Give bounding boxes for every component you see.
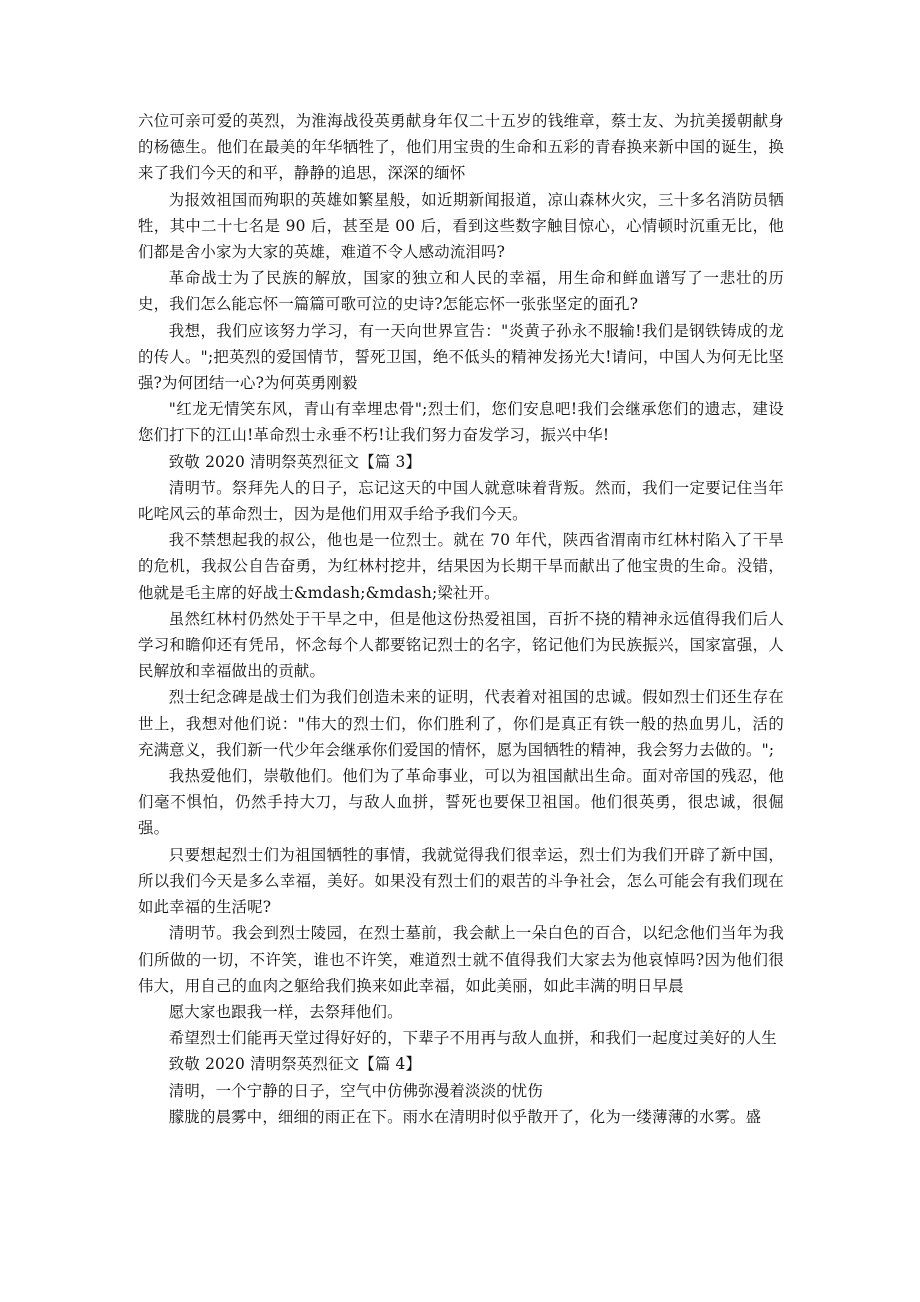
- document-body: [138, 108, 784, 1130]
- paragraph-fortunate: 只要想起烈士们为祖国牺牲的事情，我就觉得我们很幸运，烈士们为我们开辟了新中国，所以我们今天是多么幸福，美好。如果没有烈士们的艰苦的斗争社会，怎么可能会有我们现在如此幸福的生活呢?: [138, 845, 784, 917]
- paragraph-study-hard: 我想，我们应该努力学习，有一天向世界宣告："炎黄子孙永不服输!我们是钢铁铸成的龙的传人。";把英烈的爱国情节，誓死卫国，绝不低头的精神发扬光大!请问，中国人为何无比坚强?为何团结一心?为何英勇刚毅: [138, 321, 784, 393]
- paragraph-heroes-sacrifice: 六位可亲可爱的英烈，为淮海战役英勇献身年仅二十五岁的钱维章，蔡士友、为抗美援朝献身的杨德生。他们在最美的年华牺牲了，他们用宝贵的生命和五彩的青春换来新中国的诞生，换来了我们今天的和平，静静的追思，深深的缅怀: [138, 112, 784, 183]
- paragraph-honglin-village: 虽然红林村仍然处于干旱之中，但是他这份热爱祖国，百折不挠的精神永远值得我们后人学习和瞻仰还有凭吊，怀念每个人都要铭记烈士的名字，铭记他们为民族振兴，国家富强，人民解放和幸福做出的贡献。: [138, 609, 784, 681]
- paragraph-qingming-intro: 清明节。祭拜先人的日子，忘记这天的中国人就意味着背叛。然而，我们一定要记住当年叱咤风云的革命烈士，因为是他们用双手给予我们今天。: [138, 478, 784, 524]
- paragraph-revolutionary-soldiers: 革命战士为了民族的解放，国家的独立和人民的幸福，用生命和鲜血谱写了一悲壮的历史，我们怎么能忘怀一篇篇可歌可泣的史诗?怎能忘怀一张张坚定的面孔?: [138, 269, 784, 314]
- section-heading-part-4: 致敬 2020 清明祭英烈征文【篇 4】: [168, 1055, 422, 1074]
- paragraph-wish-everyone: 愿大家也跟我一样，去祭拜他们。: [168, 1002, 403, 1021]
- paragraph-great-uncle: 我不禁想起我的叔公，他也是一位烈士。就在 70 年代，陕西省渭南市红林村陷入了干旱的危机，我叔公自告奋勇，为红林村挖井，结果因为长期干旱而献出了他宝贵的生命。没错，他就是毛主席的好战士&mdash;&mdash;梁社开。: [138, 531, 784, 602]
- paragraph-quiet-day: 清明，一个宁静的日子，空气中仿佛弥漫着淡淡的忧伤: [168, 1081, 543, 1100]
- paragraph-firefighters: 为报效祖国而殉职的英雄如繁星般，如近期新闻报道，凉山森林火灾，三十多名消防员牺牲，其中二十七名是 90 后，甚至是 00 后，看到这些数字触目惊心，心情顿时沉重无比，他们都是舍小家为大家的英雄，难道不令人感动流泪吗?: [138, 190, 784, 262]
- paragraph-rest-in-peace: "红龙无情笑东风，青山有幸埋忠骨";烈士们，您们安息吧!我们会继承您们的遗志，建设您们打下的江山!革命烈士永垂不朽!让我们努力奋发学习，振兴中华!: [138, 400, 784, 445]
- paragraph-monument: 烈士纪念碑是战士们为我们创造未来的证明，代表着对祖国的忠诚。假如烈士们还生存在世上，我想对他们说："伟大的烈士们，你们胜利了，你们是真正有铁一般的热血男儿，活的充满意义，我们新一代少年会继承你们爱国的情怀，愿为国牺牲的精神，我会努力去做的。";: [138, 688, 784, 759]
- section-heading-part-3: 致敬 2020 清明祭英烈征文【篇 3】: [168, 452, 422, 471]
- paragraph-cemetery-visit: 清明节。我会到烈士陵园，在烈士墓前，我会献上一朵白色的百合，以纪念他们当年为我们所做的一切，不许笑，谁也不许笑，难道烈士就不值得我们大家去为他哀悼吗?因为他们很伟大，用自己的血肉之躯给我们换来如此幸福，如此美丽，如此丰满的明日早晨: [138, 924, 784, 995]
- paragraph-love-and-respect: 我热爱他们，崇敬他们。他们为了革命事业，可以为祖国献出生命。面对帝国的残忍，他们毫不惧怕，仍然手持大刀，与敌人血拼，誓死也要保卫祖国。他们很英勇，很忠诚，很倔强。: [138, 767, 784, 838]
- paragraph-morning-mist: 朦胧的晨雾中，细细的雨正在下。雨水在清明时似乎散开了，化为一缕薄薄的水雾。盛: [168, 1107, 762, 1126]
- paragraph-heaven-wish: 希望烈士们能再天堂过得好好的，下辈子不用再与敌人血拼，和我们一起度过美好的人生: [168, 1029, 777, 1048]
